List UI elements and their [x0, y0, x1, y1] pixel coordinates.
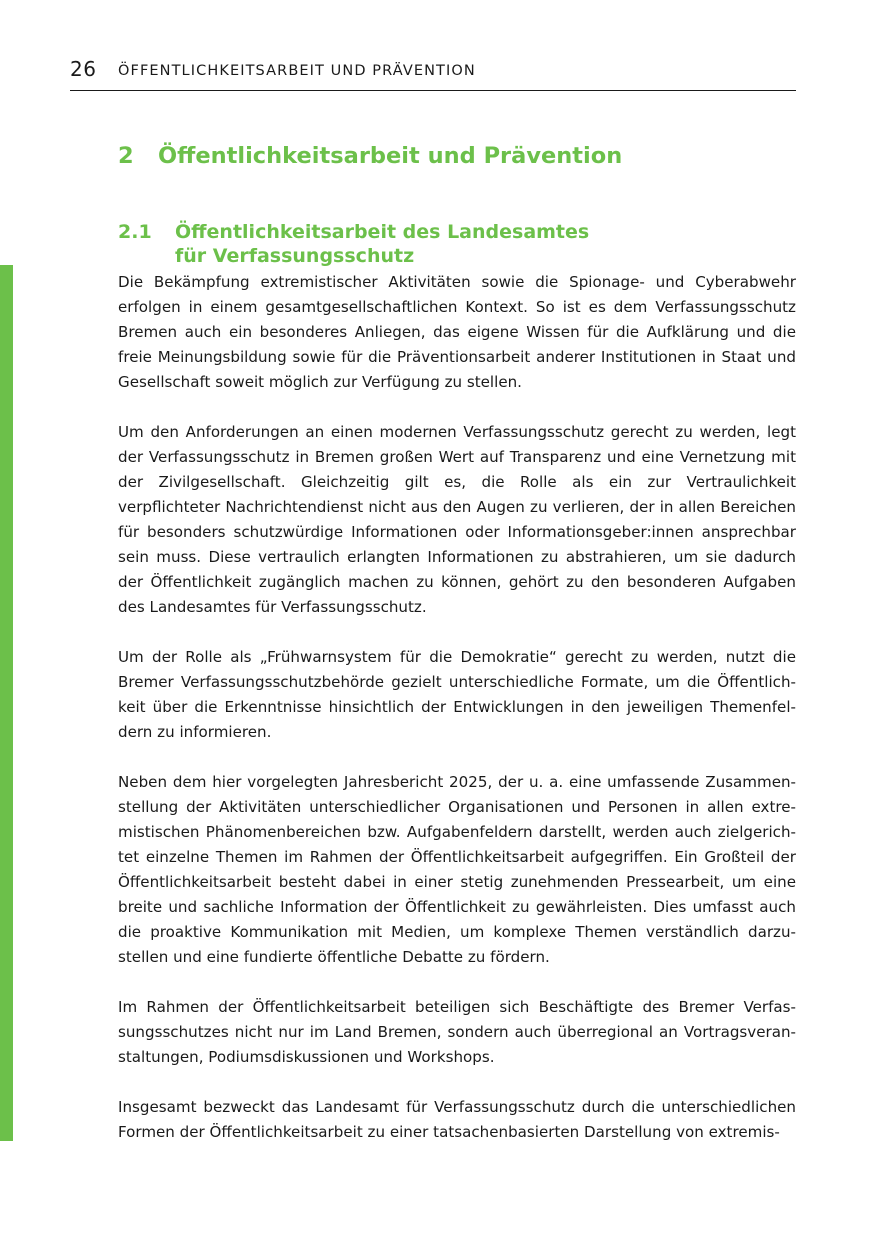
paragraph-5: Im Rahmen der Öffentlichkeitsarbeit beteiligen sich Beschäftigte des Bremer Verfassungsschutzes nicht nur im Land Bremen, sondern auch überregional an Vortragsveranstaltungen, Podiumsdiskussionen und Workshops.	[118, 998, 796, 1066]
paragraph-2: Um den Anforderungen an einen modernen Verfassungsschutz gerecht zu werden, legt der Verfassungsschutz in Bremen großen Wert auf Transparenz und eine Vernetzung mit der Zivilgesellschaft. Gleichzeitig gilt es, die Rolle als ein zur Vertraulichkeit verpflichteter Nachrichtendienst nicht aus den Augen zu verlieren, der in allen Bereichen für besonders schutzwürdige Informationen oder Informationsgeber:innen ansprechbar sein muss. Diese vertraulich erlangten Informationen zu abstrahieren, um sie dadurch der Öffentlichkeit zugänglich machen zu können, gehört zu den besonderen Aufgaben des Landesamtes für Verfassungsschutz.	[118, 423, 796, 616]
paragraph-3: Um der Rolle als „Frühwarnsystem für die Demokratie“ gerecht zu werden, nutzt die Bremer Verfassungsschutzbehörde gezielt unterschiedliche Formate, um die Öffentlichkeit über die Erkenntnisse hinsichtlich der Entwicklungen in den jeweiligen Themenfeldern zu informieren.	[118, 648, 796, 741]
section-number: 2.1	[118, 221, 152, 243]
paragraph-4: Neben dem hier vorgelegten Jahresbericht 2025, der u. a. eine umfassende Zusammenstellung der Aktivitäten unterschiedlicher Organisationen und Personen in allen extremistischen Phänomenbereichen bzw. Aufgabenfeldern darstellt, werden auch zielgerichtet einzelne Themen im Rahmen der Öffentlichkeitsarbeit aufgegriffen. Ein Großteil der Öffentlichkeitsarbeit besteht dabei in einer stetig zunehmenden Pressearbeit, um eine breite und sachliche Information der Öffentlichkeit zu gewährleisten. Dies umfasst auch die proaktive Kommunikation mit Medien, um komplexe Themen verständlich darzustellen und eine fundierte öffentliche Debatte zu fördern.	[118, 773, 796, 966]
chapter-title: Öffentlichkeitsarbeit und Prävention	[158, 143, 623, 169]
page-number: 26	[70, 57, 97, 81]
running-header	[70, 56, 796, 91]
chapter-number: 2	[118, 143, 134, 169]
paragraph-6: Insgesamt bezweckt das Landesamt für Verfassungsschutz durch die unterschiedlichen Formen der Öffentlichkeitsarbeit zu einer tatsachenbasierten Darstellung von extremis-	[118, 1098, 796, 1141]
paragraph-1: Die Bekämpfung extremistischer Aktivitäten sowie die Spionage- und Cyberabwehr erfolgen in einem gesamtgesellschaftlichen Kontext. So ist es dem Verfassungsschutz Bremen auch ein besonderes Anliegen, das eigene Wissen für die Aufklärung und die freie Meinungsbildung sowie für die Präventionsarbeit anderer Institutionen in Staat und Gesellschaft soweit möglich zur Verfügung zu stellen.	[118, 273, 796, 391]
chapter-heading	[118, 140, 622, 172]
section-title-line-1: Öffentlichkeitsarbeit des Landesamtes	[175, 221, 590, 243]
chapter-color-bar	[0, 265, 13, 1141]
section-title-line-2: für Verfassungsschutz	[175, 245, 415, 267]
running-title: ÖFFENTLICHKEITSARBEIT UND PRÄVENTION	[118, 63, 476, 79]
body-text	[118, 270, 796, 1170]
